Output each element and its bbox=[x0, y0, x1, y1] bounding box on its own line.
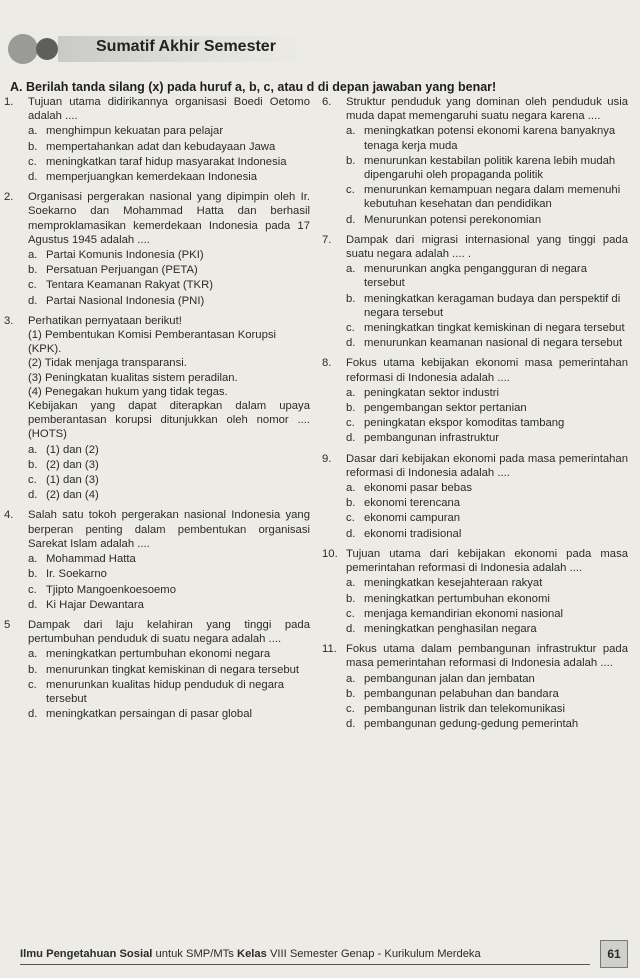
question-number: 7. bbox=[322, 233, 332, 246]
option-text: meningkatkan penghasilan negara bbox=[364, 622, 537, 635]
footer-semester: VIII Semester Genap - Kurikulum Merdeka bbox=[266, 948, 481, 960]
question-number: 3. bbox=[4, 314, 14, 327]
option-text: meningkatkan taraf hidup masyarakat Indonesia bbox=[46, 155, 287, 168]
answer-option-b[interactable] bbox=[346, 592, 628, 606]
option-text: menjaga kemandirian ekonomi nasional bbox=[364, 607, 564, 620]
answer-option-c[interactable] bbox=[346, 702, 628, 716]
answer-option-b[interactable] bbox=[346, 687, 628, 701]
option-letter: a. bbox=[28, 249, 38, 262]
question-10 bbox=[322, 547, 628, 636]
option-text: meningkatkan keragaman budaya dan perspektif di negara tersebut bbox=[364, 292, 621, 319]
option-letter: b. bbox=[346, 292, 356, 305]
answer-option-d[interactable] bbox=[346, 431, 628, 445]
option-text: peningkatan sektor industri bbox=[364, 386, 500, 399]
option-letter: c. bbox=[28, 583, 37, 596]
option-text: pembangunan listrik dan telekomunikasi bbox=[364, 702, 565, 715]
option-text: menurunkan angka pengangguran di negara tersebut bbox=[364, 263, 587, 290]
answer-option-a[interactable] bbox=[346, 262, 628, 290]
statement-item: (2) Tidak menjaga transparansi. bbox=[28, 357, 187, 370]
option-letter: d. bbox=[28, 598, 38, 611]
option-text: pembangunan jalan dan jembatan bbox=[364, 672, 535, 685]
option-text: meningkatkan tingkat kemiskinan di negara tersebut bbox=[364, 322, 625, 335]
option-text: Tentara Keamanan Rakyat (TKR) bbox=[46, 279, 214, 292]
option-text: peningkatan ekspor komoditas tambang bbox=[364, 417, 565, 430]
option-letter: d. bbox=[346, 432, 356, 445]
option-letter: a. bbox=[346, 672, 356, 685]
section-label: A. bbox=[10, 80, 23, 94]
option-text: ekonomi pasar bebas bbox=[364, 482, 473, 495]
question-3 bbox=[4, 314, 310, 503]
option-letter: d. bbox=[346, 718, 356, 731]
option-text: menurunkan tingkat kemiskinan di negara tersebut bbox=[46, 663, 300, 676]
question-7 bbox=[322, 233, 628, 351]
answer-option-a[interactable] bbox=[346, 386, 628, 400]
option-text: Menurunkan potensi perekonomian bbox=[364, 213, 542, 226]
option-letter: a. bbox=[28, 443, 38, 456]
question-stem: Struktur penduduk yang dominan oleh penduduk usia muda dapat memengaruhi suatu negara karena .... bbox=[346, 96, 628, 123]
option-letter: b. bbox=[28, 140, 38, 153]
answer-option-b[interactable] bbox=[28, 263, 310, 277]
answer-option-a[interactable] bbox=[28, 647, 310, 661]
option-letter: d. bbox=[346, 337, 356, 350]
question-5 bbox=[4, 618, 310, 721]
answer-option-d[interactable] bbox=[28, 488, 310, 502]
option-letter: b. bbox=[346, 402, 356, 415]
option-letter: c. bbox=[346, 512, 355, 525]
question-9 bbox=[322, 452, 628, 541]
answer-option-c[interactable] bbox=[346, 607, 628, 621]
question-number: 2. bbox=[4, 191, 14, 204]
option-text: Persatuan Perjuangan (PETA) bbox=[46, 264, 198, 277]
header-decoration-circle-dark bbox=[36, 38, 58, 60]
answer-option-d[interactable] bbox=[346, 717, 628, 731]
option-text: ekonomi campuran bbox=[364, 512, 461, 525]
answer-option-c[interactable] bbox=[28, 473, 310, 487]
option-letter: b. bbox=[346, 497, 356, 510]
option-text: Ki Hajar Dewantara bbox=[46, 598, 144, 611]
statement-item: (3) Peningkatan kualitas sistem peradilan. bbox=[28, 371, 238, 384]
option-text: meningkatkan pertumbuhan ekonomi negara bbox=[46, 648, 271, 661]
option-text: (2) dan (4) bbox=[46, 489, 99, 502]
option-letter: b. bbox=[28, 568, 38, 581]
answer-option-a[interactable] bbox=[346, 481, 628, 495]
option-text: ekonomi tradisional bbox=[364, 527, 462, 540]
footer-divider bbox=[20, 964, 590, 965]
option-text: (1) dan (2) bbox=[46, 443, 99, 456]
option-letter: b. bbox=[28, 458, 38, 471]
option-letter: b. bbox=[28, 264, 38, 277]
question-11 bbox=[322, 642, 628, 731]
answer-option-a[interactable] bbox=[346, 576, 628, 590]
option-letter: a. bbox=[346, 577, 356, 590]
question-2 bbox=[4, 190, 310, 308]
option-letter: d. bbox=[346, 527, 356, 540]
answer-option-c[interactable] bbox=[28, 155, 310, 169]
option-text: menurunkan kemampuan negara dalam memenuhi kebutuhan kesehatan dan pendidikan bbox=[364, 184, 621, 211]
left-column bbox=[4, 95, 310, 727]
answer-option-b[interactable] bbox=[28, 458, 310, 472]
option-text: pembangunan pelabuhan dan bandara bbox=[364, 687, 559, 700]
option-text: pengembangan sektor pertanian bbox=[364, 402, 527, 415]
option-text: memperjuangkan kemerdekaan Indonesia bbox=[46, 171, 258, 184]
question-number: 1. bbox=[4, 96, 14, 108]
answer-option-c[interactable] bbox=[28, 583, 310, 597]
option-letter: d. bbox=[346, 622, 356, 635]
answer-option-a[interactable] bbox=[28, 443, 310, 457]
answer-option-d[interactable] bbox=[346, 622, 628, 636]
option-text: Partai Nasional Indonesia (PNI) bbox=[46, 294, 205, 307]
answer-option-a[interactable] bbox=[28, 124, 310, 138]
option-letter: c. bbox=[28, 474, 37, 487]
option-letter: a. bbox=[346, 482, 356, 495]
question-number: 9. bbox=[322, 452, 332, 465]
question-4 bbox=[4, 508, 310, 611]
answer-option-d[interactable] bbox=[28, 294, 310, 308]
statement-item: (1) Pembentukan Komisi Pemberantasan Korupsi (KPK). bbox=[28, 329, 277, 356]
question-stem: Dasar dari kebijakan ekonomi pada masa pemerintahan reformasi di Indonesia adalah .... bbox=[346, 452, 628, 479]
option-text: menurunkan keamanan nasional di negara tersebut bbox=[364, 337, 623, 350]
option-text: meningkatkan kesejahteraan rakyat bbox=[364, 577, 543, 590]
answer-option-b[interactable] bbox=[28, 140, 310, 154]
question-number: 5 bbox=[4, 618, 11, 631]
option-letter: b. bbox=[28, 663, 38, 676]
answer-option-d[interactable] bbox=[346, 336, 628, 350]
footer-text bbox=[20, 948, 481, 960]
answer-option-d[interactable] bbox=[346, 213, 628, 227]
question-stem: Organisasi pergerakan nasional yang dipimpin oleh Ir. Soekarno dan Mohammad Hatta dan berhasil memproklamasikan kemerdekaan Indonesia pada 17 Agustus 1945 adalah .... bbox=[28, 191, 310, 246]
option-text: menurunkan kestabilan politik karena lebih mudah dipengaruhi oleh propaganda politik bbox=[364, 154, 616, 182]
option-text: menghimpun kekuatan para pelajar bbox=[46, 125, 224, 138]
option-text: Ir. Soekarno bbox=[46, 568, 107, 581]
question-stem: Dampak dari laju kelahiran yang tinggi pada pertumbuhan penduduk di suatu negara adalah .... bbox=[28, 618, 310, 646]
option-letter: a. bbox=[346, 125, 356, 138]
option-letter: c. bbox=[346, 417, 355, 430]
option-letter: c. bbox=[346, 607, 355, 620]
page-number: 61 bbox=[600, 940, 628, 968]
question-number: 6. bbox=[322, 96, 332, 108]
option-letter: c. bbox=[346, 184, 355, 197]
option-letter: d. bbox=[28, 489, 38, 502]
option-letter: d. bbox=[28, 708, 38, 721]
question-number: 10. bbox=[322, 547, 338, 560]
answer-option-c[interactable] bbox=[28, 678, 310, 706]
answer-option-d[interactable] bbox=[346, 527, 628, 541]
question-stem-continued: Kebijakan yang dapat diterapkan dalam upaya pemberantasan korupsi ditunjukkan oleh nomor .... (HOTS) bbox=[28, 400, 310, 441]
statement-item: (4) Penegakan hukum yang tidak tegas. bbox=[28, 385, 228, 398]
question-stem: Dampak dari migrasi internasional yang tinggi pada suatu negara adalah .... . bbox=[346, 233, 628, 261]
answer-option-b[interactable] bbox=[28, 567, 310, 581]
answer-option-b[interactable] bbox=[346, 496, 628, 510]
option-letter: a. bbox=[28, 553, 38, 566]
answer-option-a[interactable] bbox=[28, 552, 310, 566]
question-stem: Tujuan utama didirikannya organisasi Boedi Oetomo adalah .... bbox=[28, 96, 310, 123]
question-number: 11. bbox=[322, 643, 337, 656]
option-text: meningkatkan potensi ekonomi karena banyaknya tenaga kerja muda bbox=[364, 125, 616, 152]
answer-option-a[interactable] bbox=[346, 672, 628, 686]
answer-option-a[interactable] bbox=[28, 248, 310, 262]
answer-option-c[interactable] bbox=[28, 278, 310, 292]
instruction-text: Berilah tanda silang (x) pada huruf a, b, c, atau d di depan jawaban yang benar! bbox=[25, 80, 497, 94]
option-text: menurunkan kualitas hidup penduduk di negara tersebut bbox=[46, 678, 285, 705]
footer-subject: Ilmu Pengetahuan Sosial bbox=[20, 948, 153, 960]
section-instruction bbox=[10, 80, 496, 94]
page-footer bbox=[20, 940, 628, 968]
page-title: Sumatif Akhir Semester bbox=[96, 38, 276, 55]
option-text: (2) dan (3) bbox=[46, 458, 99, 471]
option-letter: b. bbox=[346, 687, 356, 700]
question-stem: Fokus utama kebijakan ekonomi masa pemerintahan reformasi di Indonesia adalah .... bbox=[346, 357, 628, 384]
header-decoration-circle bbox=[8, 34, 38, 64]
question-stem: Salah satu tokoh pergerakan nasional Indonesia yang berperan penting dalam pembentukan organisasi Sarekat Islam adalah .... bbox=[28, 509, 310, 550]
question-1 bbox=[4, 95, 310, 184]
option-letter: a. bbox=[28, 125, 38, 138]
option-text: ekonomi terencana bbox=[364, 497, 461, 510]
answer-option-c[interactable] bbox=[346, 183, 628, 211]
answer-option-c[interactable] bbox=[346, 511, 628, 525]
option-letter: a. bbox=[346, 263, 356, 276]
option-text: mempertahankan adat dan kebudayaan Jawa bbox=[46, 140, 276, 153]
option-text: pembangunan infrastruktur bbox=[364, 432, 500, 445]
question-6 bbox=[322, 95, 628, 227]
answer-option-d[interactable] bbox=[28, 170, 310, 184]
option-text: pembangunan gedung-gedung pemerintah bbox=[364, 718, 579, 731]
answer-option-d[interactable] bbox=[28, 598, 310, 612]
answer-option-b[interactable] bbox=[346, 292, 628, 320]
option-text: Partai Komunis Indonesia (PKI) bbox=[46, 249, 204, 262]
option-letter: a. bbox=[346, 386, 356, 399]
footer-audience: untuk SMP/MTs bbox=[152, 948, 237, 960]
answer-option-b[interactable] bbox=[346, 401, 628, 415]
option-letter: d. bbox=[28, 294, 38, 307]
option-text: meningkatkan pertumbuhan ekonomi bbox=[364, 592, 550, 605]
option-letter: c. bbox=[346, 322, 355, 335]
question-stem: Tujuan utama dari kebijakan ekonomi pada masa pemerintahan reformasi di Indonesia adalah .... bbox=[346, 547, 628, 575]
option-letter: b. bbox=[346, 154, 356, 167]
question-number: 4. bbox=[4, 509, 14, 522]
option-letter: d. bbox=[28, 171, 38, 184]
option-text: meningkatkan persaingan di pasar global bbox=[46, 708, 252, 721]
answer-option-c[interactable] bbox=[346, 416, 628, 430]
answer-option-d[interactable] bbox=[28, 707, 310, 721]
option-text: Tjipto Mangoenkoesoemo bbox=[46, 583, 176, 596]
option-text: (1) dan (3) bbox=[46, 474, 99, 487]
footer-class-label: Kelas bbox=[236, 948, 267, 960]
page-header bbox=[0, 28, 640, 68]
option-letter: c. bbox=[28, 678, 37, 691]
answer-option-b[interactable] bbox=[346, 154, 628, 182]
option-letter: c. bbox=[28, 279, 37, 292]
answer-option-c[interactable] bbox=[346, 321, 628, 335]
option-letter: c. bbox=[346, 702, 355, 715]
option-letter: a. bbox=[28, 648, 38, 661]
question-number: 8. bbox=[322, 357, 332, 370]
answer-option-a[interactable] bbox=[346, 124, 628, 152]
question-stem: Fokus utama dalam pembangunan infrastruktur pada masa pemerintahan reformasi di Indonesia adalah .... bbox=[346, 643, 628, 670]
answer-option-b[interactable] bbox=[28, 663, 310, 677]
right-column bbox=[322, 95, 628, 737]
option-letter: b. bbox=[346, 592, 356, 605]
option-letter: d. bbox=[346, 213, 356, 226]
option-text: Mohammad Hatta bbox=[46, 553, 136, 566]
question-8 bbox=[322, 356, 628, 445]
option-letter: c. bbox=[28, 155, 37, 168]
question-stem: Perhatikan pernyataan berikut! bbox=[28, 314, 182, 327]
